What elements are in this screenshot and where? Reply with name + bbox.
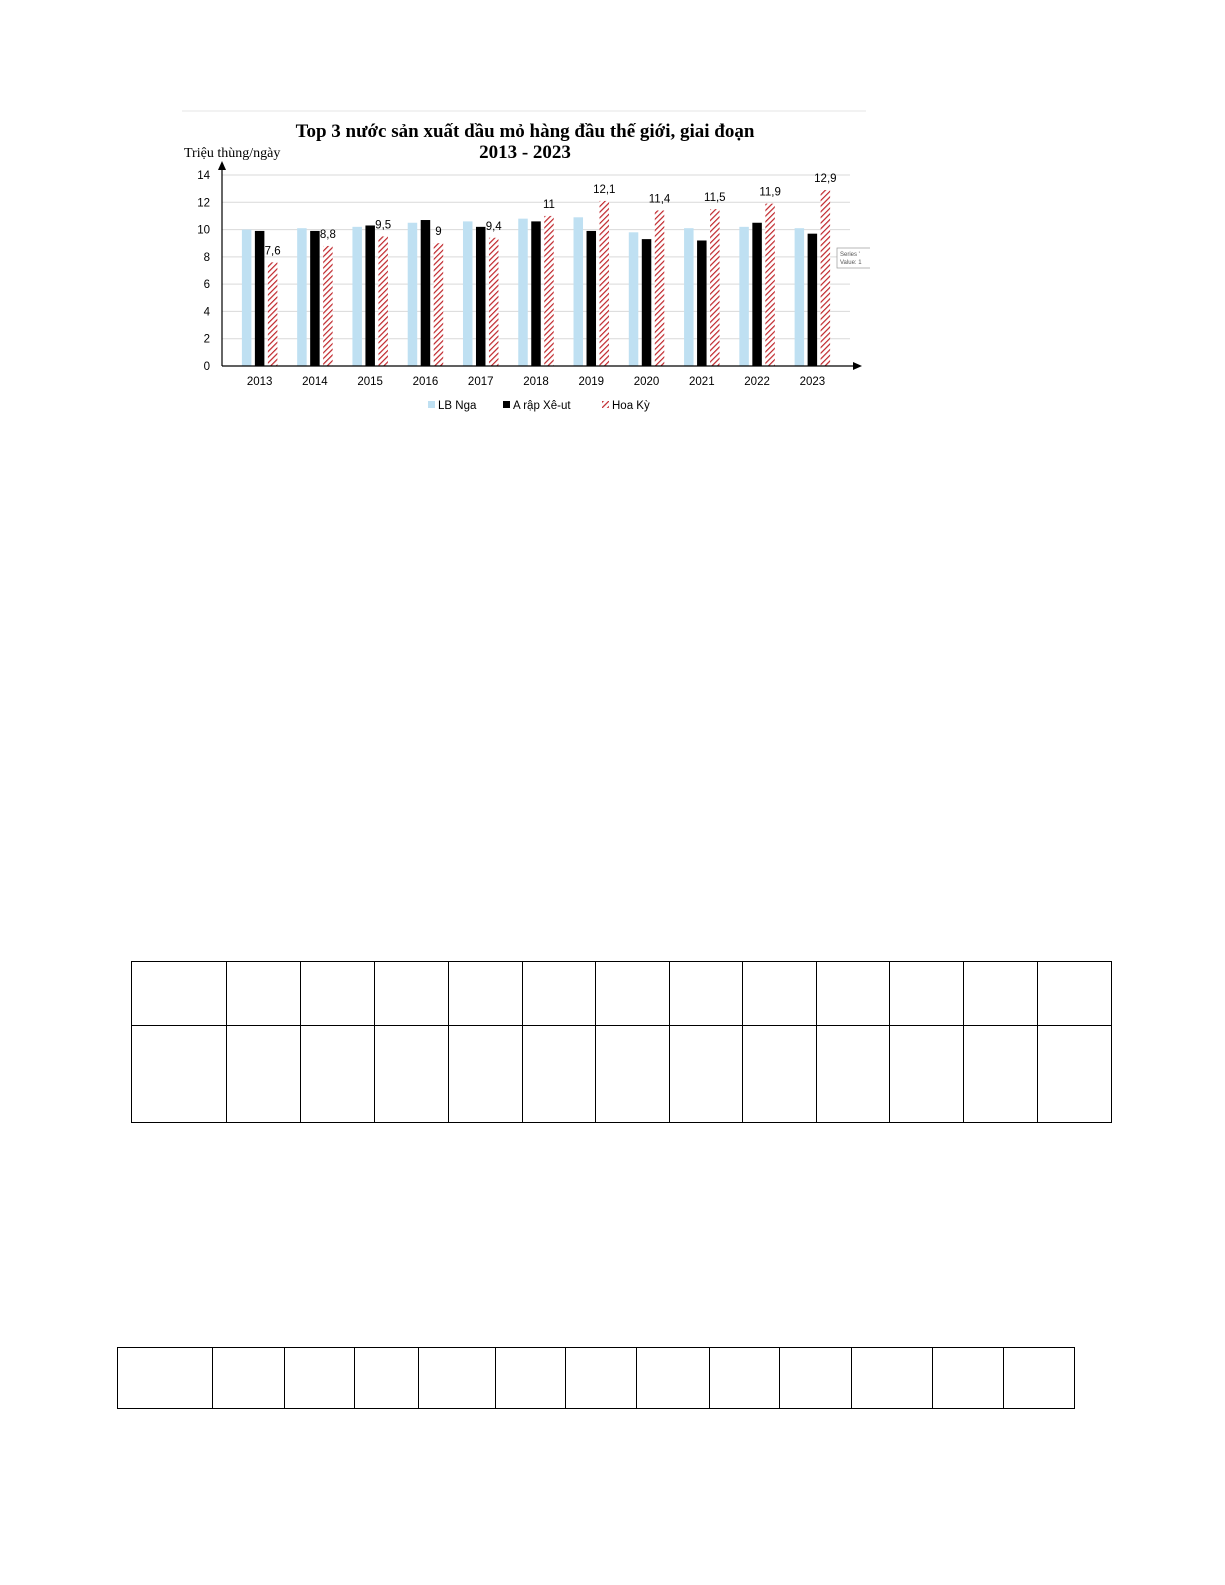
- data-label-2018: 11: [543, 198, 555, 211]
- y-tick-label: 4: [203, 306, 210, 319]
- table-cell: [596, 962, 670, 1026]
- y-tick-label: 2: [203, 333, 210, 346]
- data-label-2021: 11,5: [704, 192, 726, 205]
- table-cell: [851, 1348, 932, 1409]
- table-cell: [132, 1026, 227, 1123]
- x-tick-label: 2022: [744, 376, 770, 388]
- legend-label: A rập Xê-ut: [513, 400, 571, 412]
- y-tick-labels: [197, 170, 210, 373]
- bars: [242, 190, 830, 366]
- bar-lb-nga-2018: [518, 219, 528, 366]
- table-cell: [522, 962, 596, 1026]
- bar-lb-nga-2013: [242, 230, 252, 366]
- bar-hoa-k--2016: [434, 243, 444, 366]
- bar-hoa-k--2023: [821, 190, 831, 366]
- table-cell: [1038, 1026, 1112, 1123]
- data-label-2023: 12,9: [814, 173, 837, 186]
- bar-a-r-p-x-ut-2015: [365, 225, 375, 366]
- table-cell: [890, 1026, 964, 1123]
- data-label-2022: 11,9: [759, 186, 781, 199]
- legend-label: LB Nga: [438, 400, 477, 412]
- bar-lb-nga-2020: [629, 232, 639, 366]
- table-cell: [596, 1026, 670, 1123]
- tooltip: [837, 248, 870, 268]
- legend-swatch: [602, 401, 609, 408]
- table-cell: [1003, 1348, 1074, 1409]
- table-cell: [932, 1348, 1003, 1409]
- table-cell: [227, 1026, 301, 1123]
- table-row: [118, 1348, 1075, 1409]
- table-cell: [890, 962, 964, 1026]
- y-axis-label: Triệu thùng/ngày: [184, 146, 281, 161]
- table-cell: [448, 1026, 522, 1123]
- x-tick-label: 2017: [467, 376, 494, 388]
- empty-table-2: [117, 1347, 1075, 1409]
- bar-hoa-k--2020: [655, 210, 665, 366]
- data-label-2017: 9,4: [485, 220, 502, 233]
- x-tick-label: 2023: [799, 376, 826, 388]
- table-cell: [354, 1348, 418, 1409]
- table-row: [132, 1026, 1112, 1123]
- table-cell: [284, 1348, 354, 1409]
- bar-hoa-k--2018: [544, 216, 554, 366]
- table-cell: [212, 1348, 284, 1409]
- tooltip-line-2: Value: 1: [840, 260, 862, 266]
- bar-hoa-k--2015: [378, 236, 388, 366]
- y-tick-label: 6: [203, 279, 210, 292]
- table-cell: [964, 962, 1038, 1026]
- y-axis-arrow-icon: [218, 161, 226, 170]
- table-cell: [301, 1026, 375, 1123]
- chart-title-line-1: Top 3 nước sản xuất dầu mỏ hàng đầu thế giới, giai đoạn: [295, 121, 755, 142]
- table-cell: [418, 1348, 495, 1409]
- bar-lb-nga-2021: [684, 228, 694, 366]
- bar-a-r-p-x-ut-2023: [808, 234, 818, 366]
- data-label-2013: 7,6: [264, 245, 281, 258]
- table-cell: [495, 1348, 565, 1409]
- y-tick-label: 12: [197, 197, 210, 210]
- bar-a-r-p-x-ut-2017: [476, 227, 486, 366]
- bar-lb-nga-2023: [795, 228, 805, 366]
- table-cell: [670, 1026, 743, 1123]
- y-tick-label: 0: [203, 361, 210, 373]
- table-cell: [118, 1348, 213, 1409]
- bar-hoa-k--2017: [489, 238, 499, 366]
- y-tick-label: 14: [197, 170, 210, 182]
- table-cell: [670, 962, 743, 1026]
- bar-hoa-k--2013: [268, 262, 278, 366]
- table-cell: [522, 1026, 596, 1123]
- x-tick-label: 2018: [523, 376, 549, 388]
- bar-a-r-p-x-ut-2019: [587, 231, 597, 366]
- bar-lb-nga-2015: [352, 227, 362, 366]
- table-cell: [565, 1348, 636, 1409]
- bar-lb-nga-2022: [739, 227, 749, 366]
- legend-label: Hoa Kỳ: [612, 400, 650, 412]
- chart-title-line-2: 2013 - 2023: [479, 142, 571, 163]
- table-cell: [709, 1348, 779, 1409]
- x-tick-label: 2015: [357, 376, 383, 388]
- bar-chart: [180, 105, 870, 425]
- y-tick-label: 10: [197, 224, 210, 237]
- y-tick-label: 8: [203, 251, 210, 264]
- table-cell: [374, 962, 448, 1026]
- x-axis-arrow-icon: [853, 362, 862, 370]
- tooltip-line-1: Series ': [840, 252, 860, 258]
- table-cell: [636, 1348, 709, 1409]
- bar-a-r-p-x-ut-2016: [421, 220, 431, 366]
- bar-lb-nga-2017: [463, 221, 473, 366]
- bar-hoa-k--2014: [323, 246, 333, 366]
- x-tick-label: 2020: [633, 376, 660, 388]
- table-cell: [816, 962, 890, 1026]
- data-label-2016: 9: [435, 226, 442, 239]
- x-tick-label: 2021: [689, 376, 715, 388]
- table-cell: [742, 962, 816, 1026]
- x-tick-label: 2014: [302, 376, 328, 388]
- table-cell: [742, 1026, 816, 1123]
- table-cell: [448, 962, 522, 1026]
- bar-a-r-p-x-ut-2020: [642, 239, 652, 366]
- table-cell: [374, 1026, 448, 1123]
- x-tick-labels: [247, 376, 825, 388]
- table-cell: [964, 1026, 1038, 1123]
- table-cell: [816, 1026, 890, 1123]
- bar-hoa-k--2019: [600, 201, 610, 366]
- data-label-2014: 8,8: [319, 228, 336, 241]
- bar-lb-nga-2016: [408, 223, 418, 366]
- bar-a-r-p-x-ut-2013: [255, 231, 265, 366]
- bar-lb-nga-2019: [574, 217, 584, 366]
- bar-a-r-p-x-ut-2018: [531, 221, 541, 366]
- data-label-2019: 12,1: [593, 183, 616, 196]
- bar-a-r-p-x-ut-2014: [310, 231, 320, 366]
- bar-a-r-p-x-ut-2021: [697, 240, 707, 366]
- empty-table-1: [131, 961, 1112, 1123]
- table-cell: [227, 962, 301, 1026]
- table-cell: [779, 1348, 851, 1409]
- bar-hoa-k--2022: [765, 204, 775, 366]
- data-label-2020: 11,4: [648, 193, 671, 206]
- bar-lb-nga-2014: [297, 228, 307, 366]
- legend-swatch: [428, 401, 435, 408]
- table-cell: [301, 962, 375, 1026]
- table-row: [132, 962, 1112, 1026]
- chart-container: [180, 105, 870, 425]
- bar-a-r-p-x-ut-2022: [752, 223, 762, 366]
- legend: [428, 400, 650, 412]
- x-tick-label: 2019: [578, 376, 605, 388]
- bar-hoa-k--2021: [710, 209, 720, 366]
- legend-swatch: [503, 401, 510, 408]
- data-label-2015: 9,5: [375, 219, 392, 232]
- x-tick-label: 2013: [246, 376, 273, 388]
- x-tick-label: 2016: [412, 376, 439, 388]
- table-cell: [1038, 962, 1112, 1026]
- table-cell: [132, 962, 227, 1026]
